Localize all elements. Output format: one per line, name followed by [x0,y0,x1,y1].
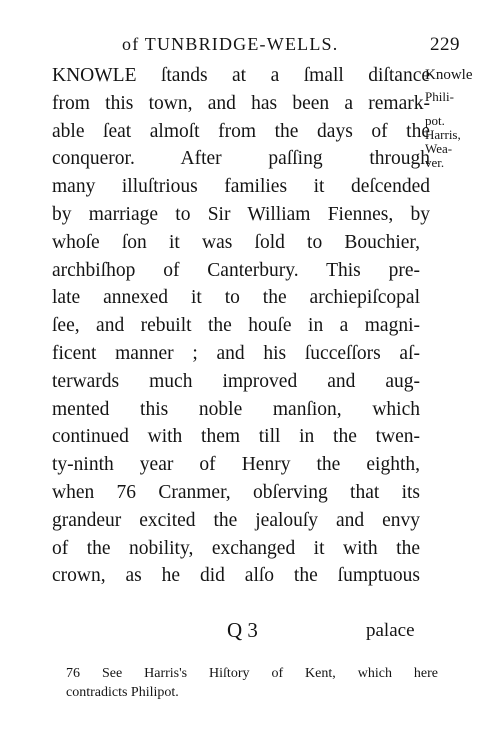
running-head [0,34,500,60]
body-line: grandeur excited the jealouſy and envy [52,509,420,531]
footnote-line: contradicts Philipot. [66,685,179,700]
page-number: 229 [430,34,460,55]
footnote-line: 76 See Harris's Hiſtory of Kent, which here [66,666,438,681]
margin-note: Phili- [425,89,454,104]
margin-note: Wea- [425,141,453,156]
body-line: terwards much improved and aug- [52,370,420,392]
body-line: mented this noble manſion, which [52,398,420,420]
page-foot [0,618,500,648]
body-line: able ſeat almoſt from the days of the [52,120,430,142]
margin-note: Harris, [425,127,461,142]
body-line: late annexed it to the archiepiſcopal [52,287,420,309]
catchword: palace [366,620,415,641]
body-line: many illuſtrious families it deſcended [52,176,430,198]
body-line: conqueror. After paſſing through [52,148,430,170]
body-line: of the nobility, exchanged it with the [52,537,420,559]
body-line: continued with them till in the twen- [52,426,420,448]
margin-notes [425,66,487,170]
footnote [66,664,438,702]
margin-note: ver. [425,155,445,170]
signature-mark: Q 3 [227,618,258,642]
body-line: by marriage to Sir William Fiennes, by [52,203,430,225]
body-line: KNOWLE ſtands at a ſmall diſtance [52,65,430,86]
body-line: ty-ninth year of Henry the eighth, [52,454,420,476]
margin-note: Knowle [425,67,473,83]
body-line: whoſe ſon it was ſold to Bouchier, [52,231,420,253]
body-line: ſee, and rebuilt the houſe in a magni- [52,315,420,337]
body-text [52,62,430,590]
body-line: crown, as he did alſo the ſumptuous [52,565,420,587]
body-line: ficent manner ; and his ſucceſſors aſ- [52,342,420,364]
body-line: when 76 Cranmer, obſerving that its [52,481,420,503]
running-title: of TUNBRIDGE-WELLS. [122,34,339,54]
body-line: archbiſhop of Canterbury. This pre- [52,259,420,281]
body-line: from this town, and has been a remark- [52,92,430,114]
margin-note: pot. [425,113,445,128]
